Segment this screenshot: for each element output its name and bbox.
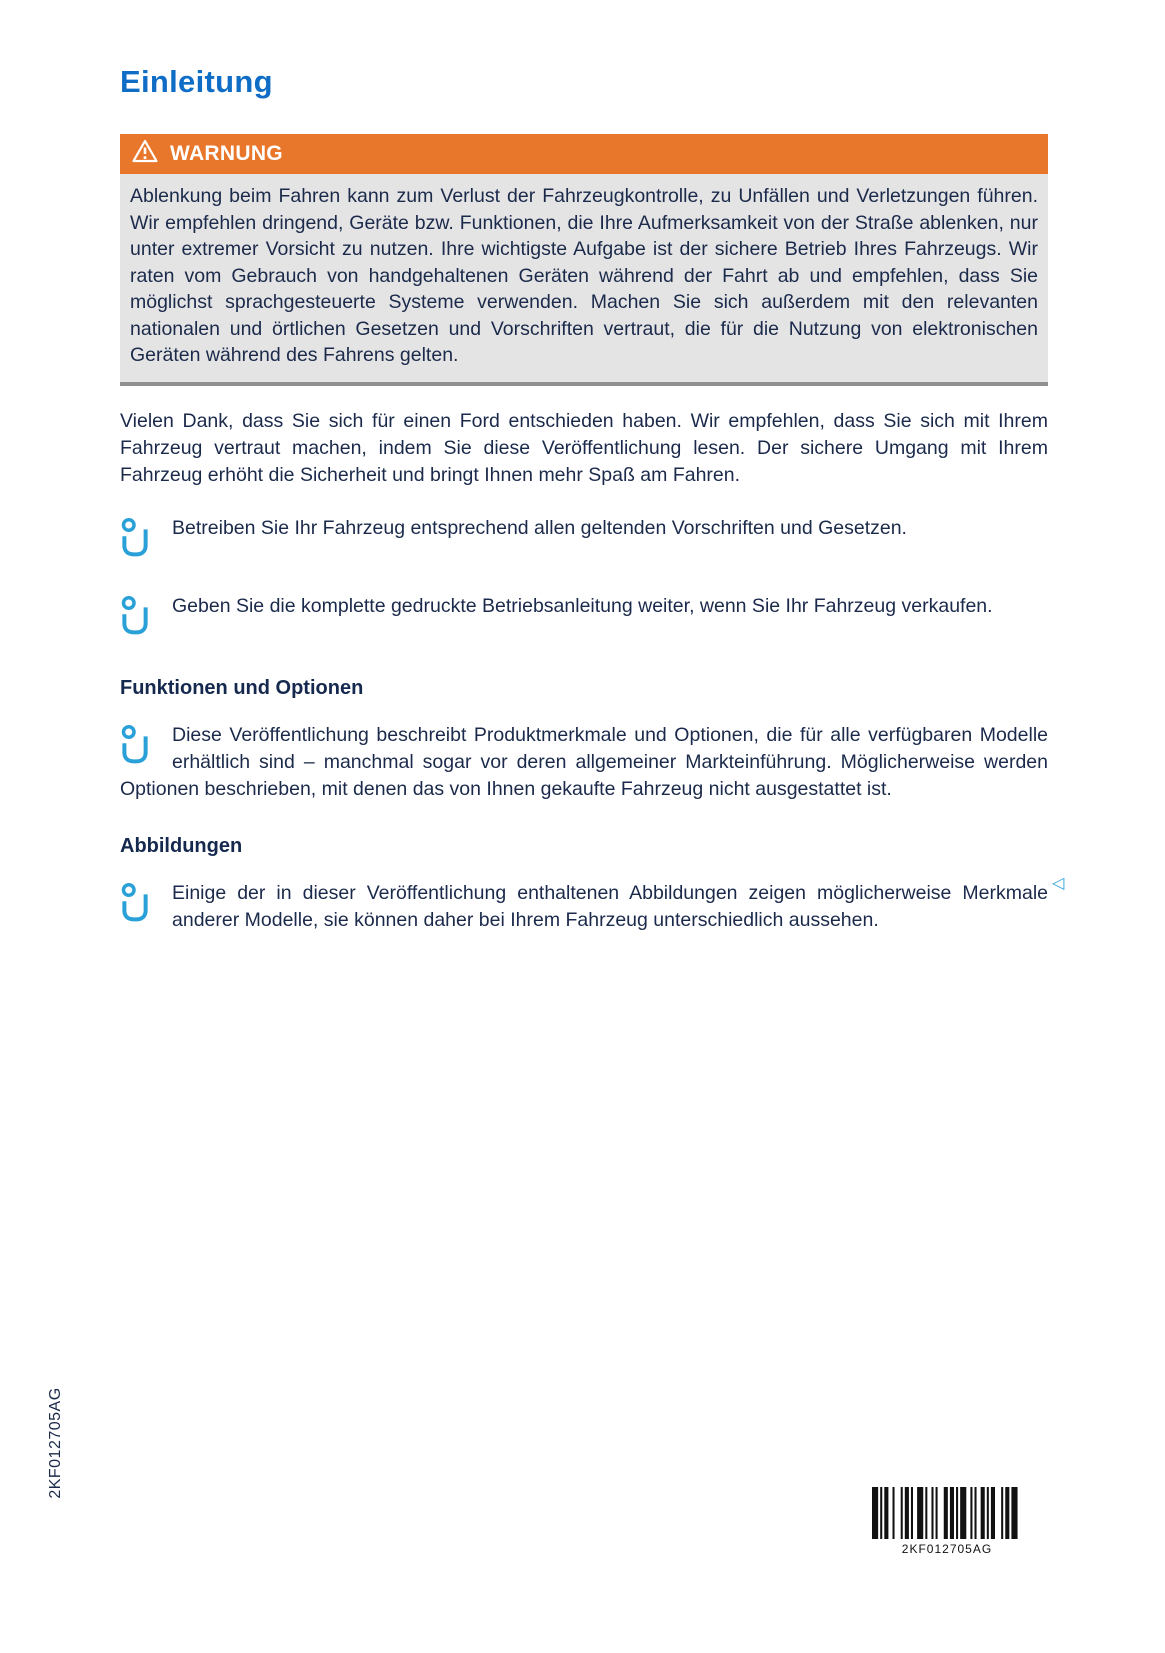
note-item — [120, 593, 1048, 645]
barcode-block — [872, 1487, 1022, 1556]
note-text: Geben Sie die komplette gedruckte Betriebsanleitung weiter, wenn Sie Ihr Fahrzeug verkaufen. — [172, 594, 993, 617]
note-item — [120, 722, 1048, 803]
side-code: 2KF012705AG — [47, 1387, 64, 1499]
barcode — [872, 1487, 1022, 1539]
intro-paragraph: Vielen Dank, dass Sie sich für einen Ford entschieden haben. Wir empfehlen, dass Sie sich mit Ihrem Fahrzeug vertraut machen, indem Sie diese Veröffentlichung lesen. Der sichere Umgang mit Ihrem Fahrzeug erhöht die Sicherheit und bringt Ihnen mehr Spaß am Fahren. — [120, 409, 1048, 486]
info-note-icon — [120, 517, 150, 567]
note-text: Betreiben Sie Ihr Fahrzeug entsprechend allen geltenden Vorschriften und Gesetzen. — [172, 516, 907, 539]
page-content — [120, 64, 1048, 960]
info-note-icon — [120, 595, 150, 645]
warning-box — [120, 134, 1048, 386]
page-nav-back-icon: ◁ — [1052, 873, 1065, 892]
barcode-label: 2KF012705AG — [901, 1542, 993, 1556]
warning-text: Ablenkung beim Fahren kann zum Verlust der Fahrzeugkontrolle, zu Unfällen und Verletzungen führen. Wir empfehlen dringend, Geräte bzw. Funktionen, die Ihre Aufmerksamkeit von der Straße ablenken, nur unter extremer Vorsicht zu nutzen. Ihre wichtigste Aufgabe ist der sichere Betrieb Ihres Fahrzeugs. Wir raten vom Gebrauch von handgehaltenen Geräten während der Fahrt ab und empfehlen, dass Sie möglichst sprachgesteuerte Systeme verwenden. Machen Sie sich außerdem mit den relevanten nationalen und örtlichen Gesetzen und Vorschriften vertraut, die für die Nutzung von elektronischen Geräten während des Fahrens gelten. — [120, 174, 1048, 382]
section-heading-features: Funktionen und Optionen — [120, 676, 364, 699]
note-text: Diese Veröffentlichung beschreibt Produktmerkmale und Optionen, die für alle verfügbaren Modelle erhältlich sind – manchmal sogar vor deren allgemeiner Markteinführung. Möglicherweise werden Optionen beschrieben, mit denen das von Ihnen gekaufte Fahrzeug nicht ausgestattet ist. — [120, 723, 1048, 800]
note-item — [120, 880, 1048, 934]
note-item — [120, 515, 1048, 567]
section-heading-illustrations: Abbildungen — [120, 834, 243, 857]
note-text: Einige der in dieser Veröffentlichung enthaltenen Abbildungen zeigen möglicherweise Merkmale anderer Modelle, sie können daher bei Ihrem Fahrzeug unterschiedlich aussehen. — [172, 881, 1048, 931]
page-title: Einleitung — [120, 64, 273, 99]
info-note-icon — [120, 724, 150, 774]
warning-header — [120, 134, 1048, 174]
warning-label: WARNUNG — [170, 142, 283, 165]
warning-triangle-icon — [132, 139, 158, 169]
info-note-icon — [120, 882, 150, 932]
